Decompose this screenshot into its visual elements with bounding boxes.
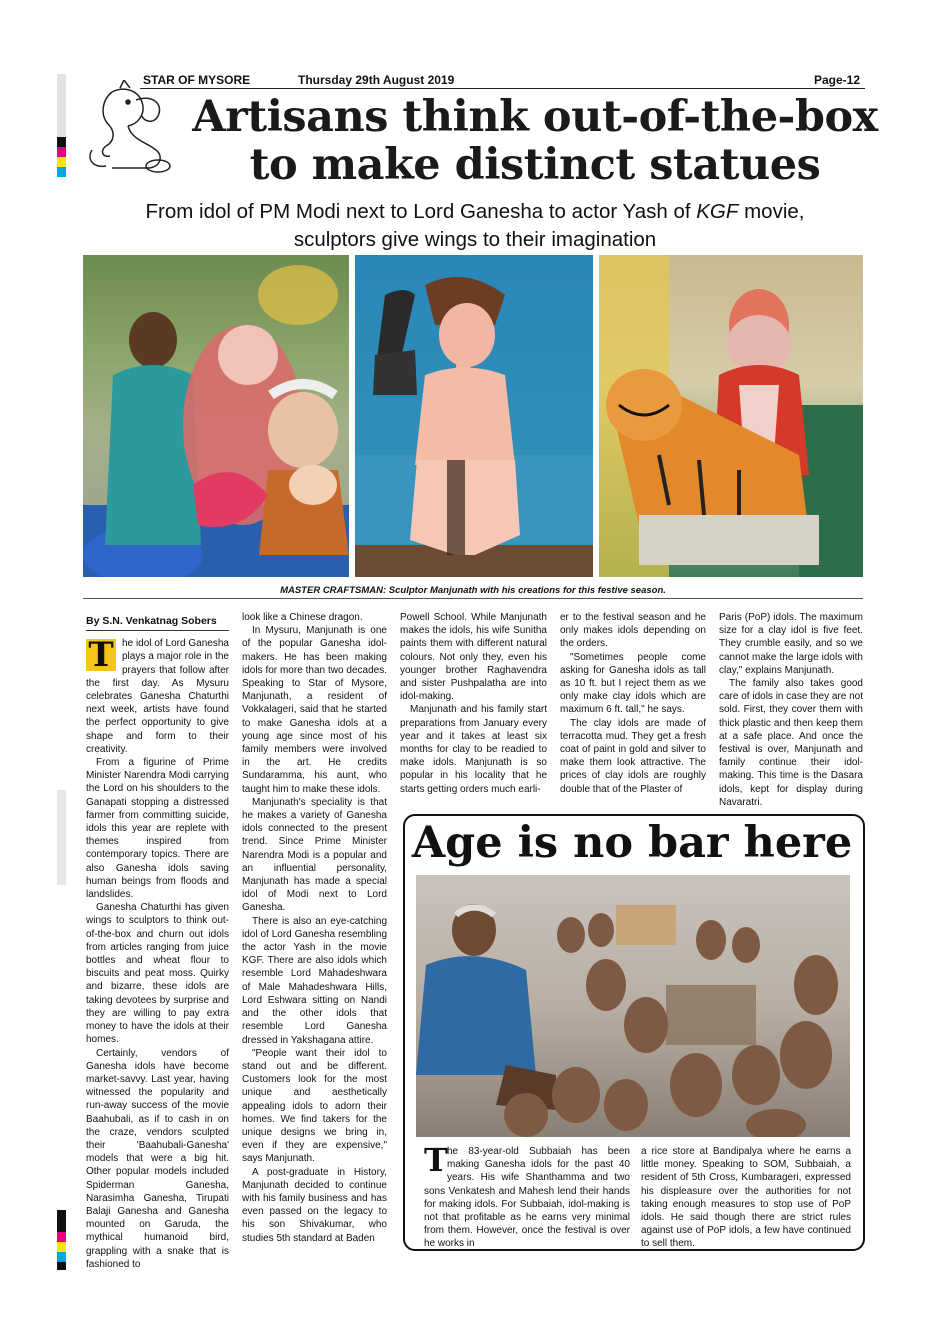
- story-paragraph: Ganesha Chaturthi has given wings to sculptors to think out-of-the-box and churn out idols from articles ranging from juice bottles and wheat flour to biscuits and peat moss. Quirky and bizarre, these idols are taking devotees by surprise and they are willing to pay extra money to have the idols at their homes.: [86, 902, 229, 1046]
- story-column-1: [86, 615, 229, 1271]
- story-paragraph: There is also an eye-catching idol of Lord Ganesha resembling the actor Yash in the movie KGF. There are also idols which resemble Lord Mahadeshwara of Male Mahadeshwara Hills, Lord Eshwara sitting on Nandi and the other idols that resemble Lord Ganesha dressed in Yakshagana attire.: [242, 915, 387, 1046]
- sidebar-paragraph: a rice store at Bandipalya where he earns a little money. Speaking to SOM, Subbaiah, a resident of 5th Cross, Kumbarageri, expressed his displeasure over the authorities for not taking enough measures to stop use of PoP idols. He said though there are strict rules against use of PoP idols, a few have continued to sell them.: [641, 1146, 851, 1250]
- subhead-italic: KGF: [696, 200, 739, 223]
- sidebar-paragraph: he 83-year-old Subbaiah has been making Ganesha idols for the past 40 years. His wife Shanthamma and two sons Venkatesh and Mahesh lend their hands for making idols. For Subbaiah, idol-making is not that profitable as he earns very minimal from them. However, once the festival is over he works in: [424, 1146, 630, 1250]
- headline-line-2: to make distinct statues: [249, 140, 821, 190]
- registration-mark-black: [57, 137, 66, 147]
- caption-rule: [83, 598, 863, 599]
- photo-subbaiah-clay-idols: [416, 875, 850, 1137]
- registration-bar-middle: [57, 790, 66, 885]
- byline: By S.N. Venkatnag Sobers: [86, 615, 229, 631]
- registration-mark-magenta: [57, 147, 66, 157]
- story-paragraph: Certainly, vendors of Ganesha idols have become market-savvy. Last year, having witnessed the popularity and run-away success of the movie Baahubali, as if to cash in on the craze, vendors sculpted their 'Baahubali-Ganesha' models that were a big hit. Other popular models included Spiderman Ganesha, Narasimha Ganesha, Tirupati Balaji Ganesha and Ganesha mounted on Garuda, the mythical humanoid bird, grappling with a snake that is fashioned to: [86, 1047, 229, 1270]
- story-paragraph: Paris (PoP) idols. The maximum size for a clay idol is five feet. They crumble easily, and so we cannot make the large idols with clay," explains Manjunath.: [719, 612, 863, 676]
- subhead-text-2: movie,: [738, 200, 805, 223]
- photo-ganesha-on-tiger: [599, 255, 863, 577]
- story-paragraph: Powell School. While Manjunath makes the idols, his wife Sunitha paints them with different natural colours. Not only they, even his younger brother Raghavendra and sister Pushpalatha are into idol-making.: [400, 612, 547, 703]
- registration-mark-yellow-2: [57, 1242, 66, 1252]
- story-paragraph: look like a Chinese dragon.: [242, 612, 363, 623]
- page-number: Page-12: [814, 73, 861, 87]
- subheadline-line-2: sculptors give wings to their imagination: [293, 228, 657, 251]
- sidebar-title: Age is no bar here: [411, 818, 853, 868]
- story-paragraph: A post-graduate in History, Manjunath decided to continue with his family business and has even passed on the legacy to his son Shivakumar, who studies 5th standard at Baden: [242, 1166, 387, 1244]
- registration-mark-magenta-2: [57, 1232, 66, 1242]
- sidebar-dropcap: T: [424, 1141, 448, 1179]
- header-rule: [140, 88, 865, 89]
- story-paragraph: he idol of Lord Ganesha plays a major role in the prayers that follow after the first day. As Mysuru celebrates Ganesha Chaturthi next week, artists have found the perfect opportunity to give shape and form to their creativity.: [86, 638, 229, 755]
- story-paragraph: In Mysuru, Manjunath is one of the popular Ganesha idol-makers. He has been making idols for more than two decades. Speaking to Star of Mysore, Manjunath, a resident of Vokkalageri, said that he started to make Ganesha idols at a young age since most of his family members were involved in the art. He credits Sundaramma, his aunt, who taught him to make these idols.: [242, 625, 387, 795]
- subhead-text-1: From idol of PM Modi next to Lord Ganesha to actor Yash of: [145, 200, 697, 223]
- story-paragraph: Manjunath and his family start preparations from January every year and it takes at least six months for clay to be readied to make idols. Manjunath is so popular in his locality that he starts getting orders much earli-: [400, 704, 547, 795]
- story-paragraph: "People want their idol to stand out and be different. Customers look for the most unique and aesthetically appealing idols to adorn their homes. We find takers for the unique designs we bring in, even if they are expensive," says Manjunath.: [242, 1047, 387, 1165]
- registration-mark-yellow: [57, 157, 66, 167]
- story-paragraph: The family also takes good care of idols in case they are not sold. First, they cover them with thick plastic and then keep them at a safe place. And once the festival is over, Manjunath and family continue their idol-making. This time is the Dasara idols, kept for display during Navaratri.: [719, 678, 863, 808]
- photo-yash-ganesha-idol: [355, 255, 593, 577]
- sidebar-column-1: [424, 1141, 630, 1251]
- ganesha-logo-icon: [72, 80, 182, 180]
- story-column-4: [560, 611, 706, 796]
- story-column-3: [400, 611, 547, 796]
- story-paragraph: From a figurine of Prime Minister Narendra Modi carrying the Lord on his shoulders to the Ganapati stopping a distressed farmer from committing suicide, idols this year are replete with themes inspired from contemporary topics. There are also Ganesha idols saving human beings from floods and landslides.: [86, 757, 229, 901]
- sidebar-column-2: [641, 1145, 851, 1251]
- paper-name: STAR OF MYSORE: [143, 73, 251, 87]
- story-paragraph: The clay idols are made of terracotta mud. They get a fresh coat of paint in gold and silver to make them look attractive. The prices of clay idols are roughly double that of the Plaster of: [560, 717, 706, 795]
- headline-line-1: Artisans think out-of-the-box: [192, 92, 878, 142]
- story-column-2: [242, 611, 387, 1245]
- story-column-5: [719, 611, 863, 809]
- registration-mark-cyan-2: [57, 1252, 66, 1262]
- issue-date: Thursday 29th August 2019: [298, 73, 455, 87]
- photo-caption: MASTER CRAFTSMAN: Sculptor Manjunath with his creations for this festive season.: [280, 585, 666, 596]
- story-paragraph: er to the festival season and he only makes idols depending on the orders.: [560, 612, 706, 650]
- subheadline-line-1: [80, 198, 870, 226]
- story-paragraph: Manjunath's speciality is that he makes a variety of Ganesha idols connected to the present trend. Since Prime Minister Narendra Modi is a popular and an influential personality, Manjunath has made a special idol of Modi next to Lord Ganesha.: [242, 796, 387, 914]
- story-dropcap: T: [86, 639, 116, 671]
- story-paragraph: "Sometimes people come asking for Ganesha idols as tall as 10 ft. but I reject them as we only make clay idols which are maximum 6 ft. tall," he says.: [560, 651, 706, 716]
- photo-manjunath-modi-idol: [83, 255, 349, 577]
- registration-mark-cyan: [57, 167, 66, 177]
